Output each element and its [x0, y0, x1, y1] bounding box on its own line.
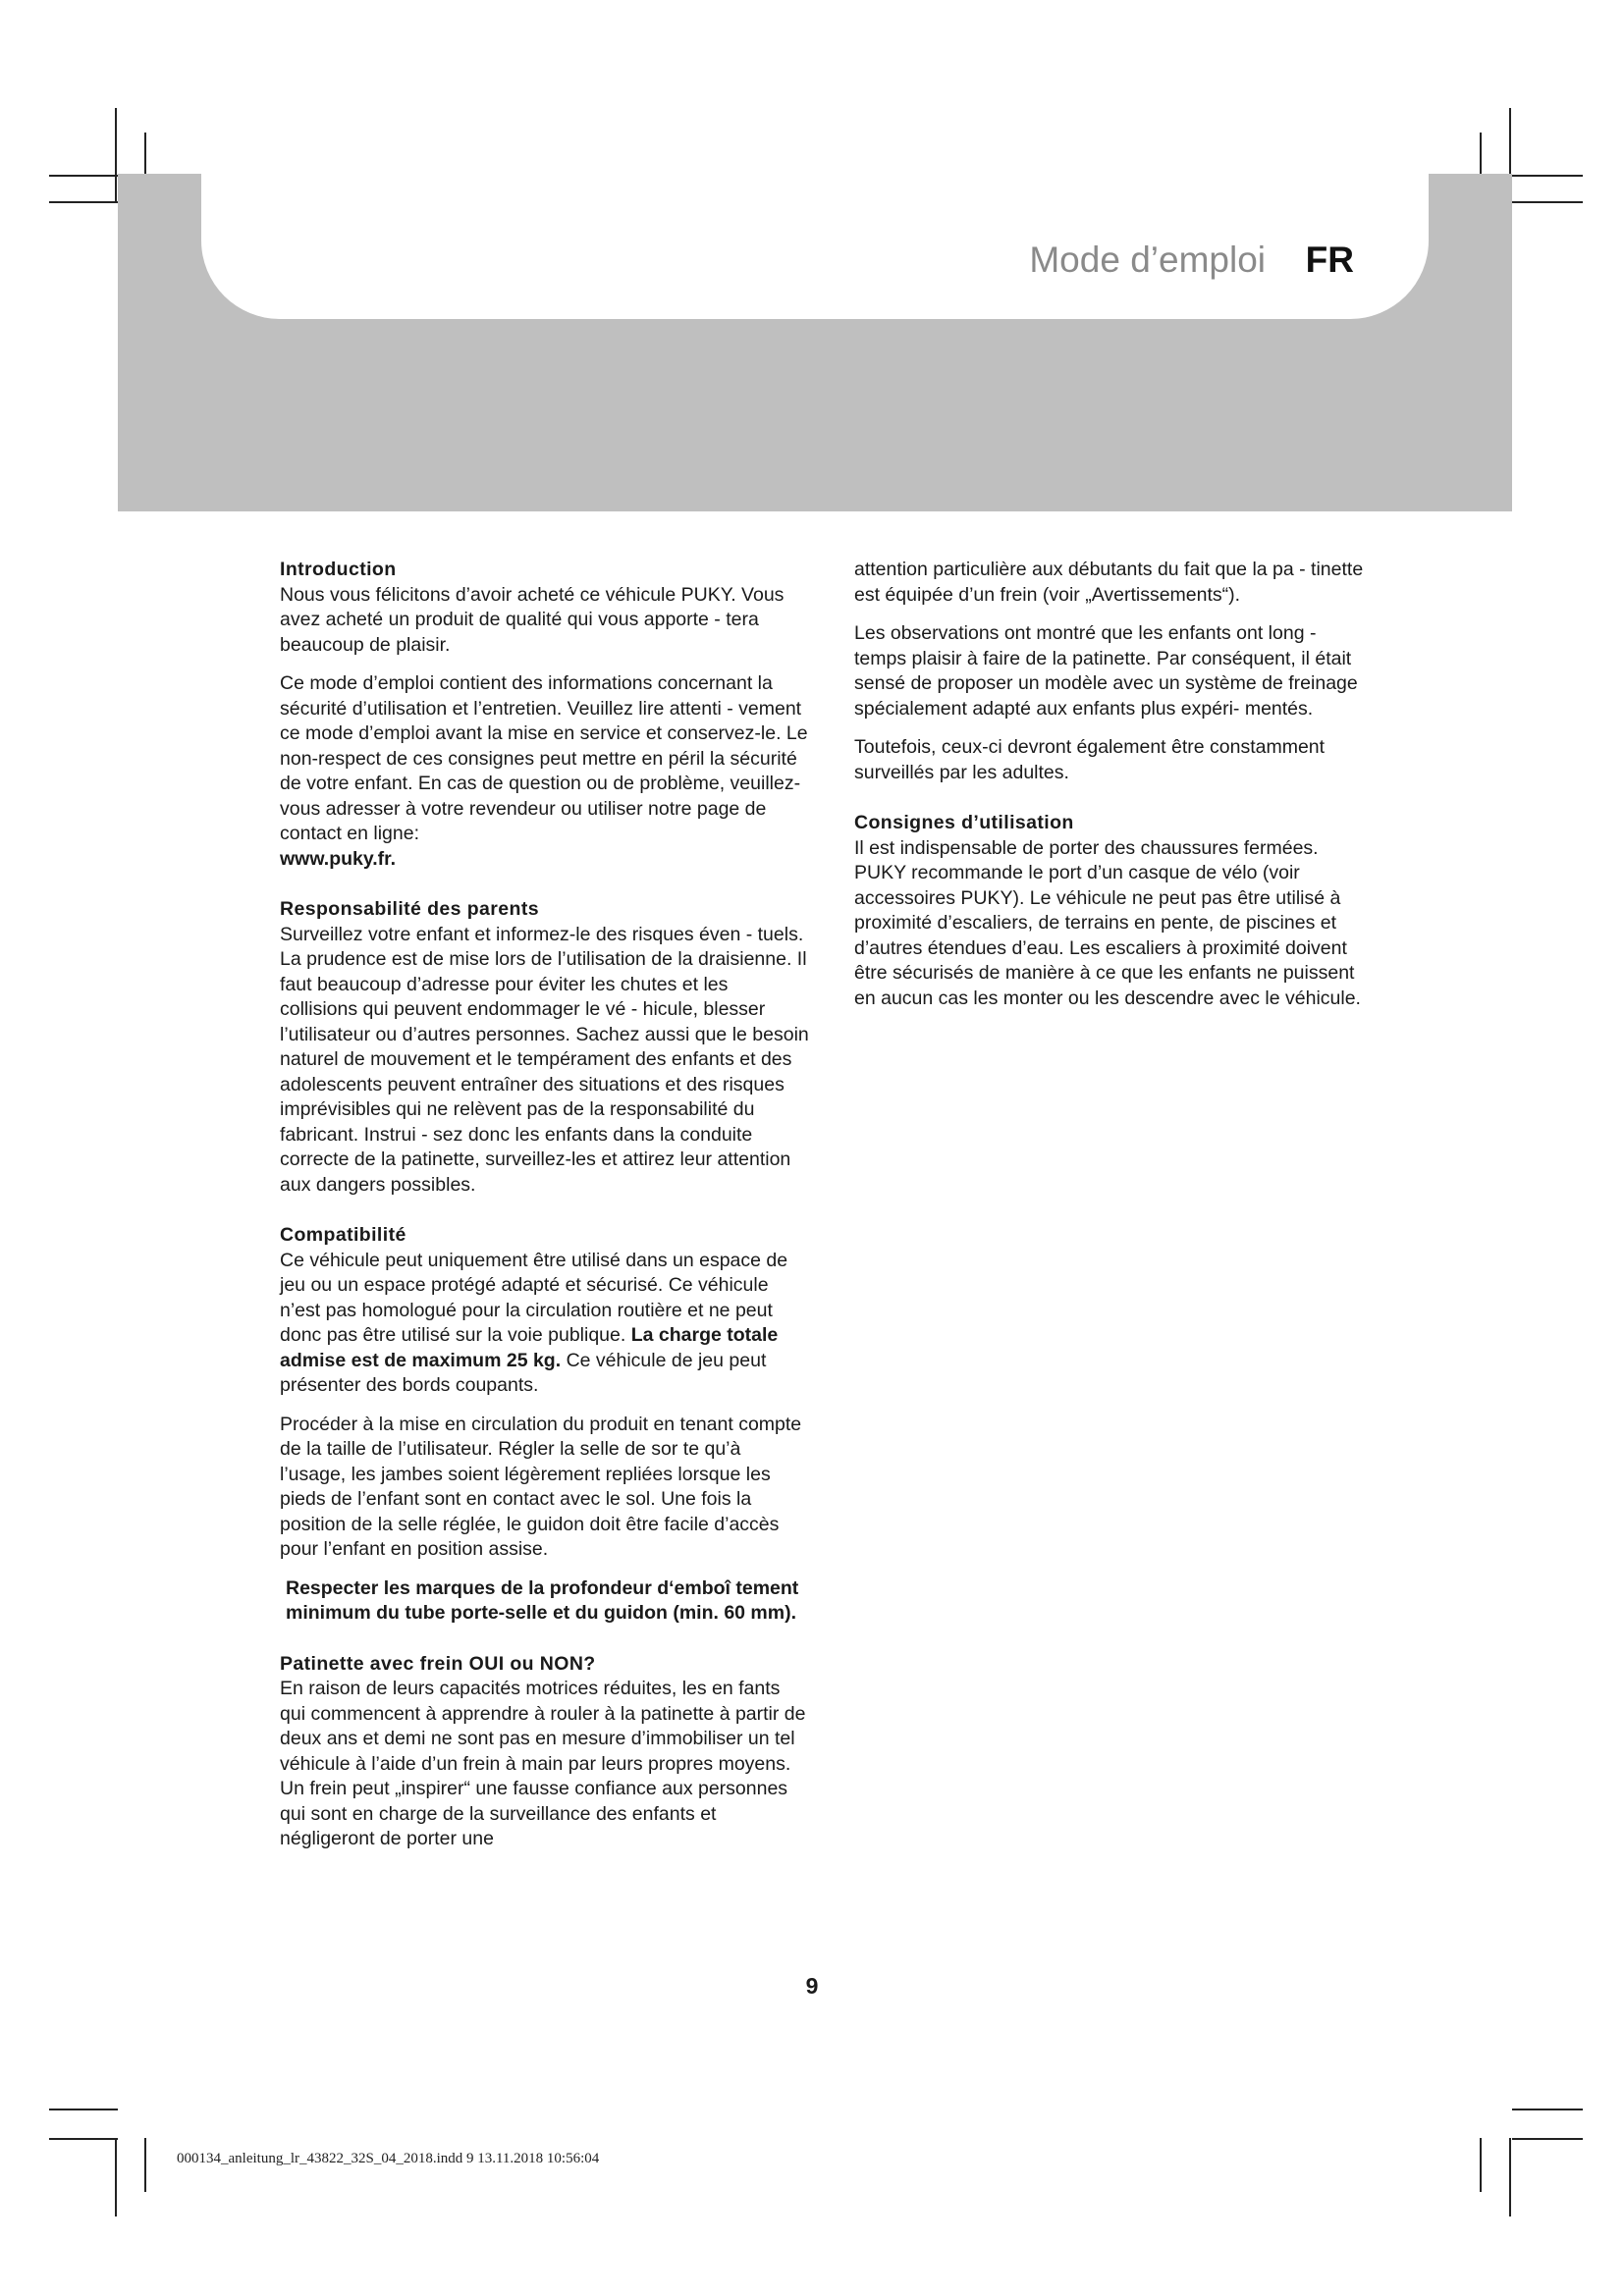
brake-paragraph: En raison de leurs capacités motrices réduites, les en fants qui commencent à apprendre à rouler à la patinette à partir de deux ans et demi ne sont pas en mesure d’immobiliser un tel véhicule à l’aide d’un frein à main par leurs propres moyens. Un frein peut „inspirer“ une fausse confiance aux personnes qui sont en charge de la surveillance des enfants et négligeront de porter une — [280, 1678, 806, 1849]
intro-paragraph: Nous vous félicitons d’avoir acheté ce véhicule PUKY. Vous avez acheté un produit de qualité qui vous apporte - tera beaucoup de plaisir. — [280, 583, 785, 656]
intro-heading: Introduction — [280, 559, 397, 580]
max-load-text: La charge totale admise est de maximum 25 kg. — [280, 1324, 779, 1371]
crop-mark — [49, 175, 118, 177]
crop-mark — [49, 2109, 118, 2110]
print-slug: 000134_anleitung_lr_43822_32S_04_2018.indd 9 13.11.2018 10:56:04 — [177, 2151, 600, 2166]
right-column — [854, 558, 1365, 1025]
usage-heading: Consignes d’utilisation — [854, 812, 1074, 833]
crop-mark — [1509, 2138, 1511, 2216]
compatibility-text: Ce véhicule peut uniquement être utilisé dans un espace de jeu ou un espace protégé adapté et sécurisé. Ce véhicule n’est pas homologué pour la circulation routière et ne peut donc pas être utilisé sur la voie publique. — [280, 1249, 788, 1346]
page-number: 9 — [805, 1973, 819, 1999]
usage-paragraph: Il est indispensable de porter des chaussures fermées. PUKY recommande le port d’un casque de vélo (voir accessoires PUKY). Le véhicule ne peut pas être utilisé à proximité d’escaliers, de terrains en pente, de piscines et d’autres étendues d’eau. Les escaliers à proximité doivent être sécurisés de manière à ce que les enfants ne puissent en aucun cas les monter ou les descendre avec le véhicule. — [854, 836, 1361, 1009]
crop-mark — [1512, 2138, 1583, 2140]
crop-mark — [1512, 2109, 1583, 2110]
compatibility-heading: Compatibilité — [280, 1224, 406, 1246]
supervision-paragraph: Toutefois, ceux-ci devront également être constamment surveillés par les adultes. — [854, 736, 1326, 783]
crop-mark — [49, 2138, 118, 2140]
adjustment-paragraph: Procéder à la mise en circulation du produit en tenant compte de la taille de l’utilisateur. Régler la selle de sor te qu’à l’usage, les jambes soient légèrement repliées lorsque les pieds de l’enfant sont en contact avec le sol. Une fois la position de la selle réglée, le guidon doit être facile d’accès pour l’enfant en position assise. — [280, 1413, 802, 1560]
crop-mark — [1512, 175, 1583, 177]
intro-paragraph — [280, 671, 810, 872]
responsibility-heading: Responsabilité des parents — [280, 898, 539, 920]
brake-paragraph-continued: attention particulière aux débutants du fait que la pa - tinette est équipée d’un frein (voir „Avertissements“). — [854, 559, 1364, 606]
crop-mark — [1480, 2138, 1482, 2192]
compatibility-text: Ce véhicule de jeu peut présenter des bords coupants. — [280, 1349, 767, 1396]
left-column — [280, 558, 810, 1866]
insertion-depth-note: Respecter les marques de la profondeur d‘emboî tement minimum du tube porte-selle et du guidon (min. 60 mm). — [286, 1576, 799, 1624]
crop-mark — [1512, 201, 1583, 203]
crop-mark — [115, 2138, 117, 2216]
brake-heading: Patinette avec frein OUI ou NON? — [280, 1652, 596, 1675]
website-link[interactable]: www.puky.fr. — [280, 847, 397, 870]
intro-text: Ce mode d’emploi contient des informations concernant la sécurité d’utilisation et l’entretien. Veuillez lire attenti - vement ce mode d’emploi avant la mise en service et conservez-le. Le non-respect de ces consignes peut mettre en péril la sécurité de votre enfant. En cas de question ou de problème, veuillez-vous adresser à votre revendeur ou utiliser notre page de contact en ligne: — [280, 672, 808, 844]
crop-mark — [49, 201, 118, 203]
responsibility-paragraph: Surveillez votre enfant et informez-le des risques éven - tuels. La prudence est de mise lors de l’utilisation de la draisienne. Il faut beaucoup d’adresse pour éviter les chutes et les collisions qui peuvent endommager le vé - hicule, blesser l’utilisateur ou d’autres personnes. Sachez aussi que le besoin naturel de mouvement et le tempérament des enfants et des adolescents peuvent entraîner des situations et des risques imprévisibles qui ne relèvent pas de la responsabilité du fabricant. Instrui - sez donc les enfants dans la conduite correcte de la patinette, surveillez-les et attirez leur attention aux dangers possibles. — [280, 923, 809, 1196]
compatibility-paragraph — [280, 1249, 810, 1399]
crop-mark — [144, 2138, 146, 2192]
language-code: FR — [1305, 240, 1354, 280]
crop-mark — [115, 108, 117, 201]
page-title: Mode d’emploi — [1029, 240, 1266, 280]
page-header — [201, 240, 1354, 289]
observation-paragraph: Les observations ont montré que les enfants ont long - temps plaisir à faire de la patinette. Par conséquent, il était sensé de proposer un modèle avec un système de freinage spécialement adapté aux enfants plus expéri- mentés. — [854, 622, 1358, 720]
